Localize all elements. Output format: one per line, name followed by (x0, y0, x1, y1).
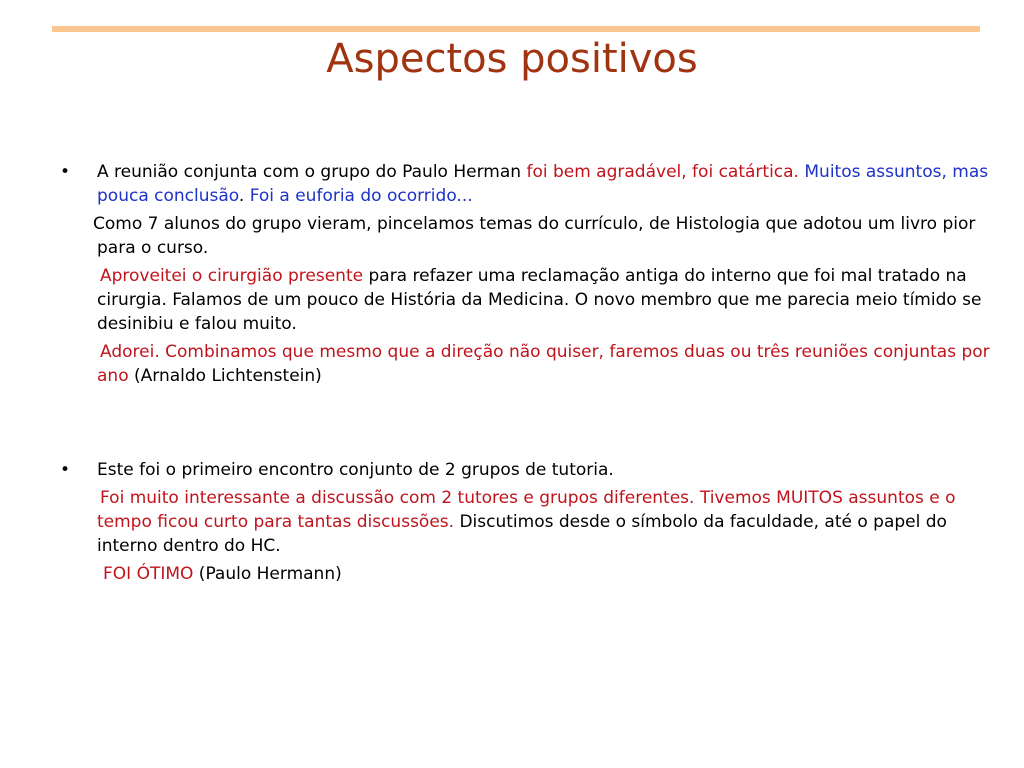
text-blue-highlight: Foi a euforia do ocorrido... (244, 186, 473, 206)
text-red-highlight: Aproveitei o cirurgião presente (100, 266, 364, 286)
bullet-dot-icon: • (60, 460, 71, 480)
top-accent-rule (52, 26, 980, 32)
text-plain: Este foi o primeiro encontro conjunto de 2 grupos de tutoria. (97, 460, 614, 480)
bullet-dot-icon: • (60, 162, 71, 182)
slide-content (60, 160, 990, 586)
bullet-paragraph-1 (60, 160, 990, 208)
text-blue-highlight: Muitos assuntos, mas pouca conclusão (97, 162, 989, 206)
text-plain: Discutimos desde o símbolo da faculdade, até o papel do interno dentro do HC. (97, 512, 947, 556)
text-red-highlight: FOI ÓTIMO (103, 564, 194, 584)
text-plain: (Arnaldo Lichtenstein) (128, 366, 322, 386)
bullet-section-1 (60, 160, 990, 388)
bullet-section-2 (60, 458, 990, 586)
sub-paragraph-4 (60, 486, 990, 558)
section-spacer (60, 388, 990, 458)
sub-paragraph-3 (60, 340, 990, 388)
sub-paragraph-5 (60, 562, 990, 586)
text-plain: . (238, 186, 245, 206)
text-red-highlight: Foi muito interessante a discussão com 2 tutores e grupos diferentes. Tivemos MUITOS assuntos e o tempo ficou curto para tantas discussões. (97, 488, 956, 532)
sub-paragraph-1 (60, 212, 990, 260)
text-plain: (Paulo Hermann) (193, 564, 342, 584)
text-plain: para refazer uma reclamação antiga do interno que foi mal tratado na cirurgia. Falamos de um pouco de História da Medicina. O novo membro que me parecia meio tímido se desinibiu e falou muito. (97, 266, 982, 334)
sub-paragraph-2 (60, 264, 990, 336)
text-plain: Como 7 alunos do grupo vieram, pincelamos temas do currículo, de Histologia que adotou um livro pior para o curso. (93, 214, 976, 258)
text-red-highlight: foi bem agradável, foi catártica. (526, 162, 799, 182)
bullet-paragraph-2 (60, 458, 990, 482)
text-red-highlight: Adorei. Combinamos que mesmo que a direção não quiser, faremos duas ou três reuniões conjuntas por ano (97, 342, 990, 386)
text-plain: A reunião conjunta com o grupo do Paulo Herman (97, 162, 527, 182)
slide-title: Aspectos positivos (326, 36, 698, 82)
